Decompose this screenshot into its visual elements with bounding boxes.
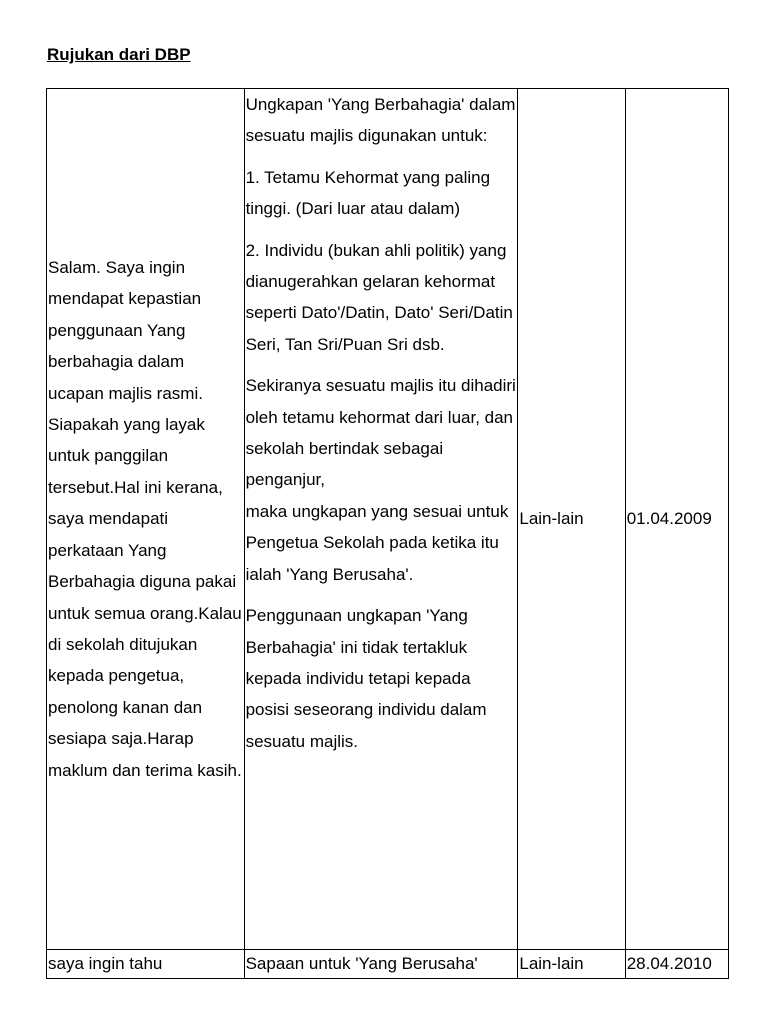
category-cell: Lain-lain: [518, 950, 625, 979]
answer-intro: Ungkapan 'Yang Berbahagia' dalam sesuatu majlis digunakan untuk:: [245, 95, 516, 146]
date-cell: 01.04.2009: [625, 89, 728, 950]
page-title: Rujukan dari DBP: [47, 45, 191, 64]
answer-paragraph-3b: maka ungkapan yang sesuai untuk Pengetua Sekolah pada ketika itu ialah 'Yang Berusaha'.: [245, 501, 509, 584]
answer-cell: [244, 89, 518, 950]
answer-point-1: 1. Tetamu Kehormat yang paling tinggi. (Dari luar atau dalam): [245, 167, 491, 219]
answer-cell: Sapaan untuk 'Yang Berusaha': [244, 950, 518, 979]
category-cell: Lain-lain: [518, 89, 625, 950]
answer-point-2: 2. Individu (bukan ahli politik) yang dianugerahkan gelaran kehormat seperti Dato'/Datin, Dato' Seri/Datin Seri, Tan Sri/Puan Sri dsb.: [245, 240, 513, 354]
question-cell: saya ingin tahu: [47, 950, 245, 979]
answer-paragraph-3a: Sekiranya sesuatu majlis itu dihadiri oleh tetamu kehormat dari luar, dan sekolah bertindak sebagai penganjur,: [245, 376, 516, 490]
question-cell: Salam. Saya ingin mendapat kepastian penggunaan Yang berbahagia dalam ucapan majlis rasmi. Siapakah yang layak untuk panggilan tersebut.Hal ini kerana, saya mendapati perkataan Yang Berbahagia diguna pakai untuk semua orang.Kalau di sekolah ditujukan kepada pengetua, penolong kanan dan sesiapa saja.Harap maklum dan terima kasih.: [47, 89, 245, 950]
date-cell: 28.04.2010: [625, 950, 728, 979]
table-row: [47, 950, 729, 979]
table-row: [47, 89, 729, 950]
answer-paragraph-4: Penggunaan ungkapan 'Yang Berbahagia' ini tidak tertakluk kepada individu tetapi kepada posisi seseorang individu dalam sesuatu majlis.: [245, 606, 487, 751]
qa-table: [46, 88, 729, 979]
